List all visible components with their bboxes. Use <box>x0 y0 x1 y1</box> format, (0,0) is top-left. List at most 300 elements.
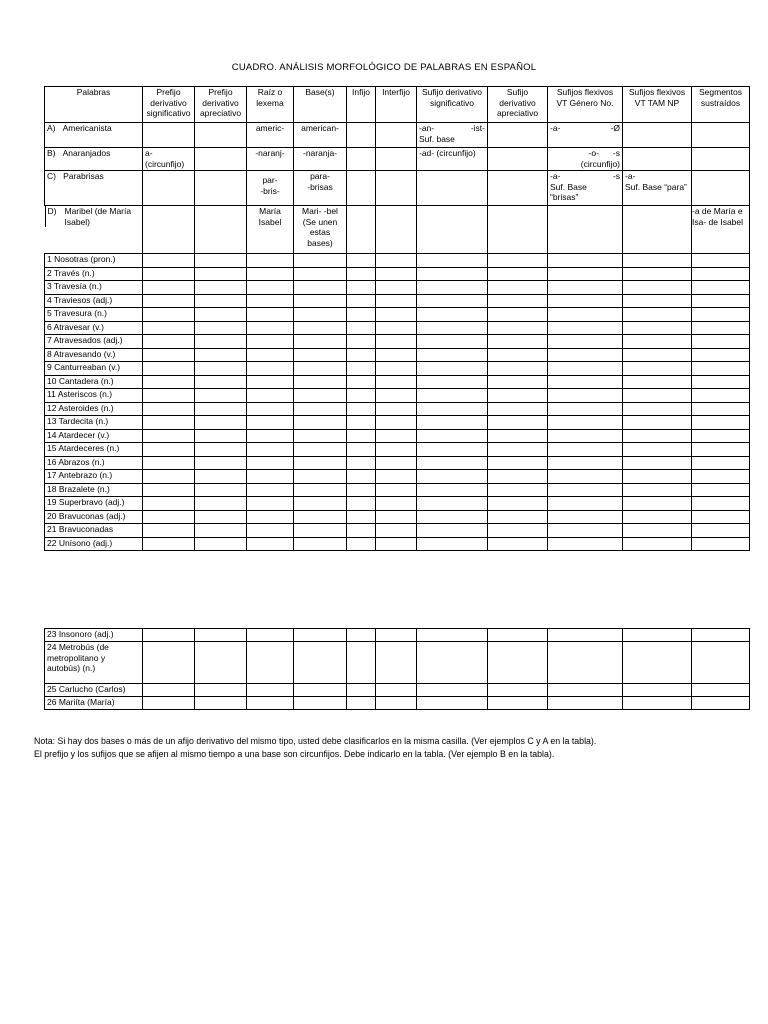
answer-cell[interactable] <box>247 362 294 376</box>
word-cell: 21 Bravuconadas <box>45 524 143 538</box>
answer-cell[interactable] <box>195 321 247 335</box>
answer-cell[interactable] <box>376 281 417 295</box>
answer-cell[interactable] <box>376 642 417 684</box>
answer-cell[interactable] <box>347 470 376 484</box>
answer-cell[interactable] <box>143 483 195 497</box>
answer-cell[interactable] <box>247 697 294 710</box>
answer-cell[interactable] <box>376 483 417 497</box>
answer-cell[interactable] <box>294 524 347 538</box>
answer-cell[interactable] <box>692 402 750 416</box>
answer-cell[interactable] <box>692 321 750 335</box>
answer-cell[interactable] <box>376 308 417 322</box>
answer-cell[interactable] <box>488 497 548 511</box>
answer-cell[interactable] <box>347 456 376 470</box>
answer-cell[interactable] <box>623 308 692 322</box>
answer-cell[interactable] <box>548 335 623 349</box>
answer-cell[interactable] <box>294 362 347 376</box>
answer-cell[interactable] <box>417 267 488 281</box>
answer-cell[interactable] <box>548 416 623 430</box>
answer-cell[interactable] <box>376 267 417 281</box>
answer-cell[interactable] <box>294 294 347 308</box>
answer-cell[interactable] <box>347 335 376 349</box>
answer-cell[interactable] <box>488 362 548 376</box>
answer-cell[interactable] <box>195 456 247 470</box>
answer-cell[interactable] <box>417 348 488 362</box>
answer-cell[interactable] <box>143 470 195 484</box>
answer-cell[interactable] <box>417 416 488 430</box>
answer-cell[interactable] <box>623 524 692 538</box>
answer-cell[interactable] <box>417 510 488 524</box>
answer-cell[interactable] <box>195 335 247 349</box>
answer-cell[interactable] <box>417 537 488 551</box>
answer-cell[interactable] <box>143 443 195 457</box>
answer-cell[interactable] <box>294 281 347 295</box>
answer-cell[interactable] <box>247 254 294 268</box>
answer-cell[interactable] <box>247 294 294 308</box>
answer-cell[interactable] <box>488 389 548 403</box>
answer-cell[interactable] <box>247 537 294 551</box>
answer-cell[interactable] <box>247 456 294 470</box>
answer-cell[interactable] <box>548 697 623 710</box>
answer-cell[interactable] <box>488 281 548 295</box>
answer-cell[interactable] <box>347 254 376 268</box>
table-row <box>45 483 750 497</box>
answer-cell[interactable] <box>417 443 488 457</box>
answer-cell[interactable] <box>247 642 294 684</box>
answer-cell[interactable] <box>347 629 376 642</box>
answer-cell[interactable] <box>623 402 692 416</box>
answer-cell[interactable] <box>692 362 750 376</box>
answer-cell[interactable] <box>376 254 417 268</box>
answer-cell[interactable] <box>376 294 417 308</box>
answer-cell[interactable] <box>195 537 247 551</box>
answer-cell[interactable] <box>692 254 750 268</box>
answer-cell[interactable] <box>195 389 247 403</box>
answer-cell[interactable] <box>692 335 750 349</box>
answer-cell[interactable] <box>488 308 548 322</box>
word-cell: 18 Brazalete (n.) <box>45 483 143 497</box>
answer-cell[interactable] <box>417 281 488 295</box>
answer-cell[interactable] <box>347 308 376 322</box>
answer-cell[interactable] <box>488 267 548 281</box>
answer-cell[interactable] <box>347 684 376 697</box>
answer-cell[interactable] <box>376 497 417 511</box>
answer-cell[interactable] <box>376 335 417 349</box>
answer-cell[interactable] <box>294 497 347 511</box>
answer-cell[interactable] <box>548 281 623 295</box>
answer-cell[interactable] <box>548 294 623 308</box>
answer-cell[interactable] <box>347 402 376 416</box>
answer-cell[interactable] <box>488 629 548 642</box>
answer-cell[interactable] <box>347 510 376 524</box>
answer-cell[interactable] <box>548 375 623 389</box>
answer-cell[interactable] <box>548 470 623 484</box>
answer-cell[interactable] <box>417 629 488 642</box>
answer-cell[interactable] <box>417 402 488 416</box>
answer-cell[interactable] <box>417 429 488 443</box>
answer-cell[interactable] <box>347 389 376 403</box>
answer-cell[interactable] <box>488 402 548 416</box>
answer-cell[interactable] <box>623 375 692 389</box>
table-row <box>45 470 750 484</box>
answer-cell[interactable] <box>417 335 488 349</box>
answer-cell[interactable] <box>247 497 294 511</box>
answer-cell[interactable] <box>247 684 294 697</box>
answer-cell[interactable] <box>347 697 376 710</box>
answer-cell[interactable] <box>417 294 488 308</box>
answer-cell[interactable] <box>623 510 692 524</box>
answer-cell[interactable] <box>692 684 750 697</box>
answer-cell[interactable] <box>417 483 488 497</box>
answer-cell[interactable] <box>195 375 247 389</box>
answer-cell[interactable] <box>294 308 347 322</box>
answer-cell[interactable] <box>623 443 692 457</box>
answer-cell[interactable] <box>417 308 488 322</box>
answer-cell[interactable] <box>417 456 488 470</box>
answer-cell[interactable] <box>143 389 195 403</box>
answer-cell[interactable] <box>195 642 247 684</box>
table-row <box>45 497 750 511</box>
answer-cell[interactable] <box>143 642 195 684</box>
table-row <box>45 524 750 538</box>
answer-cell[interactable] <box>692 470 750 484</box>
answer-cell[interactable] <box>548 267 623 281</box>
answer-cell[interactable] <box>488 697 548 710</box>
answer-cell[interactable] <box>294 456 347 470</box>
answer-cell[interactable] <box>143 294 195 308</box>
answer-cell[interactable] <box>294 629 347 642</box>
answer-cell[interactable] <box>376 629 417 642</box>
answer-cell[interactable] <box>195 308 247 322</box>
answer-cell[interactable] <box>247 308 294 322</box>
answer-cell[interactable] <box>692 642 750 684</box>
answer-cell[interactable] <box>294 254 347 268</box>
word-cell: 11 Asteriscos (n.) <box>45 389 143 403</box>
answer-cell[interactable] <box>376 348 417 362</box>
answer-cell[interactable] <box>623 254 692 268</box>
answer-cell[interactable] <box>548 443 623 457</box>
answer-cell[interactable] <box>376 389 417 403</box>
answer-cell[interactable] <box>548 629 623 642</box>
answer-cell[interactable] <box>548 348 623 362</box>
answer-cell[interactable] <box>143 308 195 322</box>
answer-cell[interactable] <box>143 429 195 443</box>
answer-cell[interactable] <box>692 375 750 389</box>
answer-cell[interactable] <box>692 443 750 457</box>
answer-cell[interactable] <box>294 321 347 335</box>
answer-cell[interactable] <box>692 697 750 710</box>
answer-cell[interactable] <box>623 416 692 430</box>
answer-cell[interactable] <box>692 456 750 470</box>
answer-cell[interactable] <box>143 629 195 642</box>
answer-cell[interactable] <box>548 483 623 497</box>
answer-cell[interactable] <box>247 348 294 362</box>
answer-cell[interactable] <box>195 697 247 710</box>
answer-cell[interactable] <box>195 429 247 443</box>
answer-cell[interactable] <box>623 697 692 710</box>
answer-cell[interactable] <box>294 697 347 710</box>
answer-cell[interactable] <box>143 321 195 335</box>
answer-cell[interactable] <box>623 470 692 484</box>
answer-cell[interactable] <box>548 684 623 697</box>
answer-cell[interactable] <box>548 429 623 443</box>
answer-cell[interactable] <box>417 497 488 511</box>
answer-cell[interactable] <box>294 537 347 551</box>
answer-cell[interactable] <box>143 362 195 376</box>
answer-cell[interactable] <box>247 429 294 443</box>
answer-cell[interactable] <box>376 684 417 697</box>
answer-cell[interactable] <box>195 443 247 457</box>
answer-cell[interactable] <box>195 362 247 376</box>
answer-cell[interactable] <box>692 524 750 538</box>
answer-cell[interactable] <box>488 416 548 430</box>
answer-cell[interactable] <box>376 697 417 710</box>
answer-cell[interactable] <box>488 375 548 389</box>
answer-cell[interactable] <box>623 281 692 295</box>
answer-cell[interactable] <box>692 281 750 295</box>
answer-cell[interactable] <box>143 416 195 430</box>
answer-cell[interactable] <box>195 267 247 281</box>
answer-cell[interactable] <box>143 497 195 511</box>
answer-cell[interactable] <box>247 524 294 538</box>
answer-cell[interactable] <box>692 348 750 362</box>
answer-cell[interactable] <box>417 642 488 684</box>
answer-cell[interactable] <box>247 281 294 295</box>
answer-cell[interactable] <box>247 629 294 642</box>
answer-cell[interactable] <box>548 642 623 684</box>
answer-cell[interactable] <box>417 684 488 697</box>
answer-cell[interactable] <box>376 443 417 457</box>
answer-cell[interactable] <box>247 267 294 281</box>
answer-cell[interactable] <box>548 497 623 511</box>
answer-cell[interactable] <box>488 642 548 684</box>
answer-cell[interactable] <box>623 294 692 308</box>
answer-cell[interactable] <box>195 629 247 642</box>
answer-cell[interactable] <box>143 254 195 268</box>
answer-cell[interactable] <box>417 470 488 484</box>
answer-cell[interactable] <box>195 416 247 430</box>
answer-cell[interactable] <box>294 429 347 443</box>
answer-cell[interactable] <box>347 375 376 389</box>
answer-cell[interactable] <box>347 321 376 335</box>
answer-cell[interactable] <box>417 321 488 335</box>
answer-cell[interactable] <box>143 456 195 470</box>
table-row <box>45 684 750 697</box>
answer-cell[interactable] <box>143 267 195 281</box>
word-cell: 8 Atravesando (v.) <box>45 348 143 362</box>
answer-cell[interactable] <box>376 456 417 470</box>
answer-cell[interactable] <box>376 402 417 416</box>
answer-cell[interactable] <box>247 483 294 497</box>
answer-cell[interactable] <box>623 537 692 551</box>
answer-cell[interactable] <box>195 294 247 308</box>
answer-cell[interactable] <box>623 497 692 511</box>
answer-cell[interactable] <box>623 429 692 443</box>
answer-cell[interactable] <box>294 267 347 281</box>
answer-cell[interactable] <box>623 684 692 697</box>
answer-cell[interactable] <box>376 321 417 335</box>
answer-cell[interactable] <box>347 281 376 295</box>
answer-cell[interactable] <box>347 362 376 376</box>
answer-cell[interactable] <box>195 348 247 362</box>
answer-cell[interactable] <box>294 510 347 524</box>
answer-cell[interactable] <box>376 375 417 389</box>
answer-cell[interactable] <box>548 321 623 335</box>
answer-cell[interactable] <box>195 510 247 524</box>
answer-cell[interactable] <box>294 348 347 362</box>
answer-cell[interactable] <box>376 362 417 376</box>
answer-cell[interactable] <box>548 389 623 403</box>
answer-cell[interactable] <box>143 537 195 551</box>
answer-cell[interactable] <box>417 362 488 376</box>
answer-cell[interactable] <box>294 443 347 457</box>
answer-cell[interactable] <box>376 416 417 430</box>
answer-cell[interactable] <box>623 335 692 349</box>
answer-cell[interactable] <box>247 335 294 349</box>
word-cell: 15 Atardeceres (n.) <box>45 443 143 457</box>
answer-cell[interactable] <box>623 321 692 335</box>
answer-cell[interactable] <box>143 281 195 295</box>
answer-cell[interactable] <box>488 456 548 470</box>
answer-cell[interactable] <box>347 537 376 551</box>
answer-cell[interactable] <box>488 335 548 349</box>
answer-cell[interactable] <box>548 510 623 524</box>
answer-cell[interactable] <box>247 375 294 389</box>
answer-cell[interactable] <box>692 429 750 443</box>
answer-cell[interactable] <box>294 335 347 349</box>
answer-cell[interactable] <box>143 375 195 389</box>
answer-cell[interactable] <box>623 348 692 362</box>
answer-cell[interactable] <box>488 443 548 457</box>
answer-cell[interactable] <box>488 321 548 335</box>
answer-cell[interactable] <box>692 510 750 524</box>
answer-cell[interactable] <box>376 510 417 524</box>
answer-cell[interactable] <box>143 684 195 697</box>
answer-cell[interactable] <box>548 402 623 416</box>
answer-cell[interactable] <box>195 483 247 497</box>
answer-cell[interactable] <box>692 629 750 642</box>
answer-cell[interactable] <box>417 254 488 268</box>
answer-cell[interactable] <box>247 510 294 524</box>
answer-cell[interactable] <box>417 697 488 710</box>
answer-cell[interactable] <box>623 362 692 376</box>
answer-cell[interactable] <box>488 348 548 362</box>
answer-cell[interactable] <box>376 524 417 538</box>
answer-cell[interactable] <box>623 642 692 684</box>
answer-cell[interactable] <box>347 497 376 511</box>
header-segmentos: Segmentos sustraídos <box>692 87 750 123</box>
answer-cell[interactable] <box>692 267 750 281</box>
answer-cell[interactable] <box>347 524 376 538</box>
answer-cell[interactable] <box>294 684 347 697</box>
answer-cell[interactable] <box>143 348 195 362</box>
answer-cell[interactable] <box>195 281 247 295</box>
answer-cell[interactable] <box>143 335 195 349</box>
answer-cell[interactable] <box>347 429 376 443</box>
answer-cell[interactable] <box>548 524 623 538</box>
answer-cell[interactable] <box>417 524 488 538</box>
answer-cell[interactable] <box>488 684 548 697</box>
answer-cell[interactable] <box>692 294 750 308</box>
word-cell: 5 Travesura (n.) <box>45 308 143 322</box>
answer-cell[interactable] <box>488 483 548 497</box>
answer-cell[interactable] <box>417 375 488 389</box>
answer-cell[interactable] <box>294 483 347 497</box>
table-row <box>45 456 750 470</box>
answer-cell[interactable] <box>623 389 692 403</box>
answer-cell[interactable] <box>347 416 376 430</box>
answer-cell[interactable] <box>195 684 247 697</box>
answer-cell[interactable] <box>623 267 692 281</box>
answer-cell[interactable] <box>247 389 294 403</box>
answer-cell[interactable] <box>247 443 294 457</box>
answer-cell[interactable] <box>347 267 376 281</box>
answer-cell[interactable] <box>294 642 347 684</box>
answer-cell[interactable] <box>376 537 417 551</box>
answer-cell[interactable] <box>548 537 623 551</box>
answer-cell[interactable] <box>692 308 750 322</box>
answer-cell[interactable] <box>548 254 623 268</box>
answer-cell[interactable] <box>294 470 347 484</box>
answer-cell[interactable] <box>548 362 623 376</box>
answer-cell[interactable] <box>195 470 247 484</box>
answer-cell[interactable] <box>692 483 750 497</box>
answer-cell[interactable] <box>247 470 294 484</box>
answer-cell[interactable] <box>195 402 247 416</box>
answer-cell[interactable] <box>294 416 347 430</box>
answer-cell[interactable] <box>247 402 294 416</box>
answer-cell[interactable] <box>143 510 195 524</box>
answer-cell[interactable] <box>376 470 417 484</box>
answer-cell[interactable] <box>623 456 692 470</box>
answer-cell[interactable] <box>417 389 488 403</box>
answer-cell[interactable] <box>488 470 548 484</box>
answer-cell[interactable] <box>623 483 692 497</box>
answer-cell[interactable] <box>143 697 195 710</box>
answer-cell[interactable] <box>347 294 376 308</box>
answer-cell[interactable] <box>488 510 548 524</box>
answer-cell[interactable] <box>347 642 376 684</box>
answer-cell[interactable] <box>195 254 247 268</box>
answer-cell[interactable] <box>294 389 347 403</box>
answer-cell[interactable] <box>347 348 376 362</box>
answer-cell[interactable] <box>692 497 750 511</box>
answer-cell[interactable] <box>294 402 347 416</box>
answer-cell[interactable] <box>548 456 623 470</box>
table-row <box>45 510 750 524</box>
answer-cell[interactable] <box>347 443 376 457</box>
answer-cell[interactable] <box>692 537 750 551</box>
answer-cell[interactable] <box>623 629 692 642</box>
answer-cell[interactable] <box>548 308 623 322</box>
answer-cell[interactable] <box>247 416 294 430</box>
answer-cell[interactable] <box>195 524 247 538</box>
answer-cell[interactable] <box>347 483 376 497</box>
answer-cell[interactable] <box>195 497 247 511</box>
answer-cell[interactable] <box>247 321 294 335</box>
answer-cell[interactable] <box>488 524 548 538</box>
answer-cell[interactable] <box>376 429 417 443</box>
answer-cell[interactable] <box>143 402 195 416</box>
answer-cell[interactable] <box>692 416 750 430</box>
answer-cell[interactable] <box>488 537 548 551</box>
answer-cell[interactable] <box>692 389 750 403</box>
answer-cell[interactable] <box>294 375 347 389</box>
answer-cell[interactable] <box>488 254 548 268</box>
answer-cell[interactable] <box>143 524 195 538</box>
answer-cell[interactable] <box>488 294 548 308</box>
answer-cell[interactable] <box>488 429 548 443</box>
